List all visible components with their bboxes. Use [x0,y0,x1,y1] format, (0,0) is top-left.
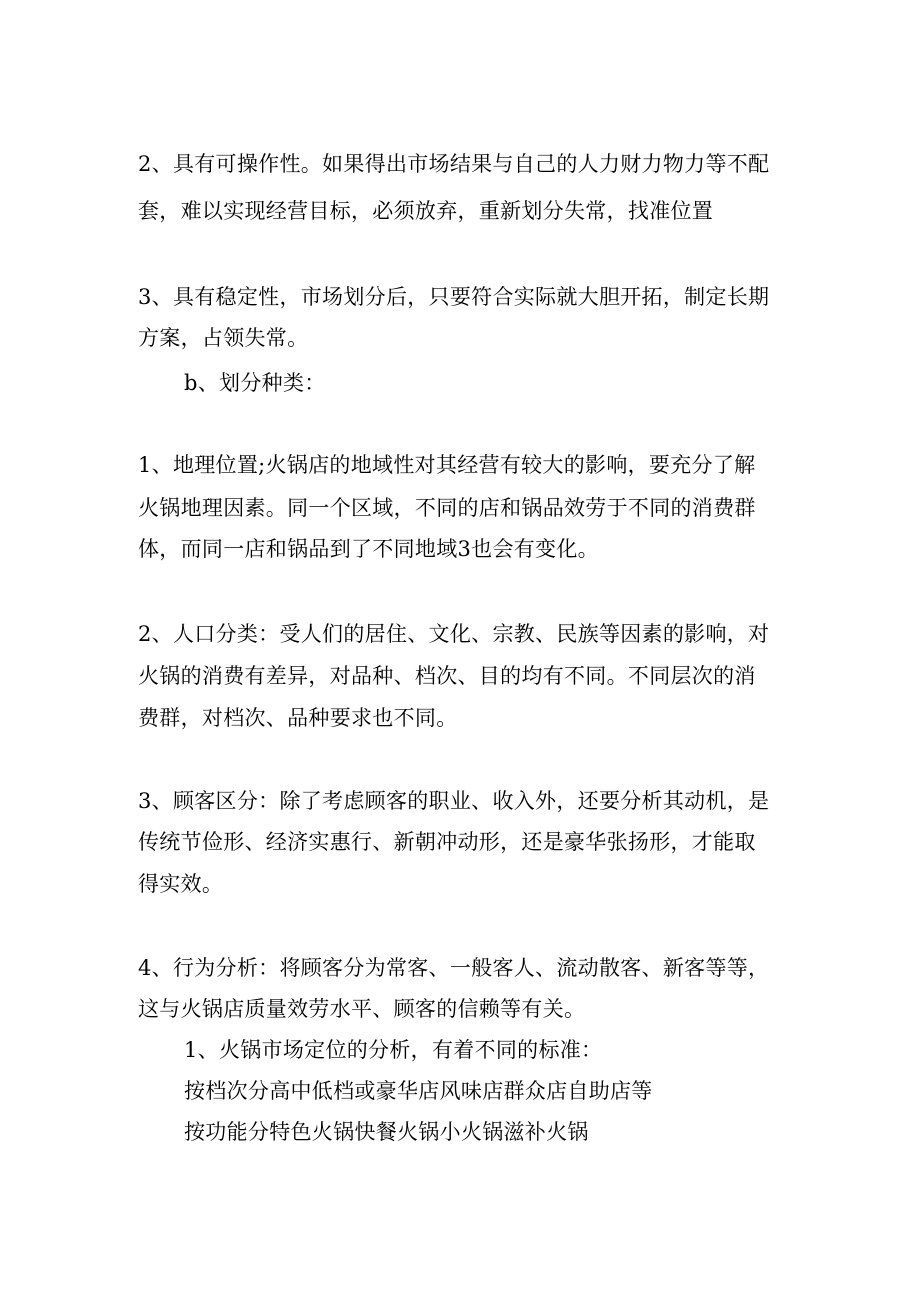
paragraph-line: 费群，对档次、品种要求也不同。 [138,706,458,730]
section-heading: b、划分种类： [184,371,326,395]
paragraph-line: 体，而同一店和锅品到了不同地域3也会有变化。 [138,537,599,561]
paragraph-line: 3、顾客区分：除了考虑顾客的职业、收入外，还要分析其动机，是 [138,789,770,813]
paragraph-line: 火锅的消费有差异，对品种、档次、目的均有不同。不同层次的消 [138,664,756,688]
paragraph-line: 得实效。 [138,872,224,896]
paragraph-line: 3、具有稳定性，市场划分后，只要符合实际就大胆开拓，制定长期 [138,285,770,309]
paragraph-line: 传统节俭形、经济实惠行、新朝冲动形，还是豪华张扬形，才能取 [138,830,756,854]
list-item: 按档次分高中低档或豪华店风味店群众店自助店等 [184,1079,653,1103]
list-heading: 1、火锅市场定位的分析，有着不同的标准： [184,1038,603,1062]
paragraph-line: 1、地理位置;火锅店的地域性对其经营有较大的影响，要充分了解 [138,453,756,477]
list-item: 按功能分特色火锅快餐火锅小火锅滋补火锅 [184,1120,589,1144]
paragraph-line: 套，难以实现经营目标，必须放弃，重新划分失常，找准位置 [138,199,714,223]
paragraph-line: 这与火锅店质量效劳水平、顾客的信赖等有关。 [138,997,586,1021]
paragraph-line: 2、具有可操作性。如果得出市场结果与自己的人力财力物力等不配 [138,152,770,176]
paragraph-line: 4、行为分析：将顾客分为常客、一般客人、流动散客、新客等等， [138,956,770,980]
paragraph-line: 火锅地理因素。同一个区域，不同的店和锅品效劳于不同的消费群 [138,496,756,520]
paragraph-line: 2、人口分类：受人们的居住、文化、宗教、民族等因素的影响，对 [138,622,770,646]
paragraph-line: 方案，占领失常。 [138,326,309,350]
